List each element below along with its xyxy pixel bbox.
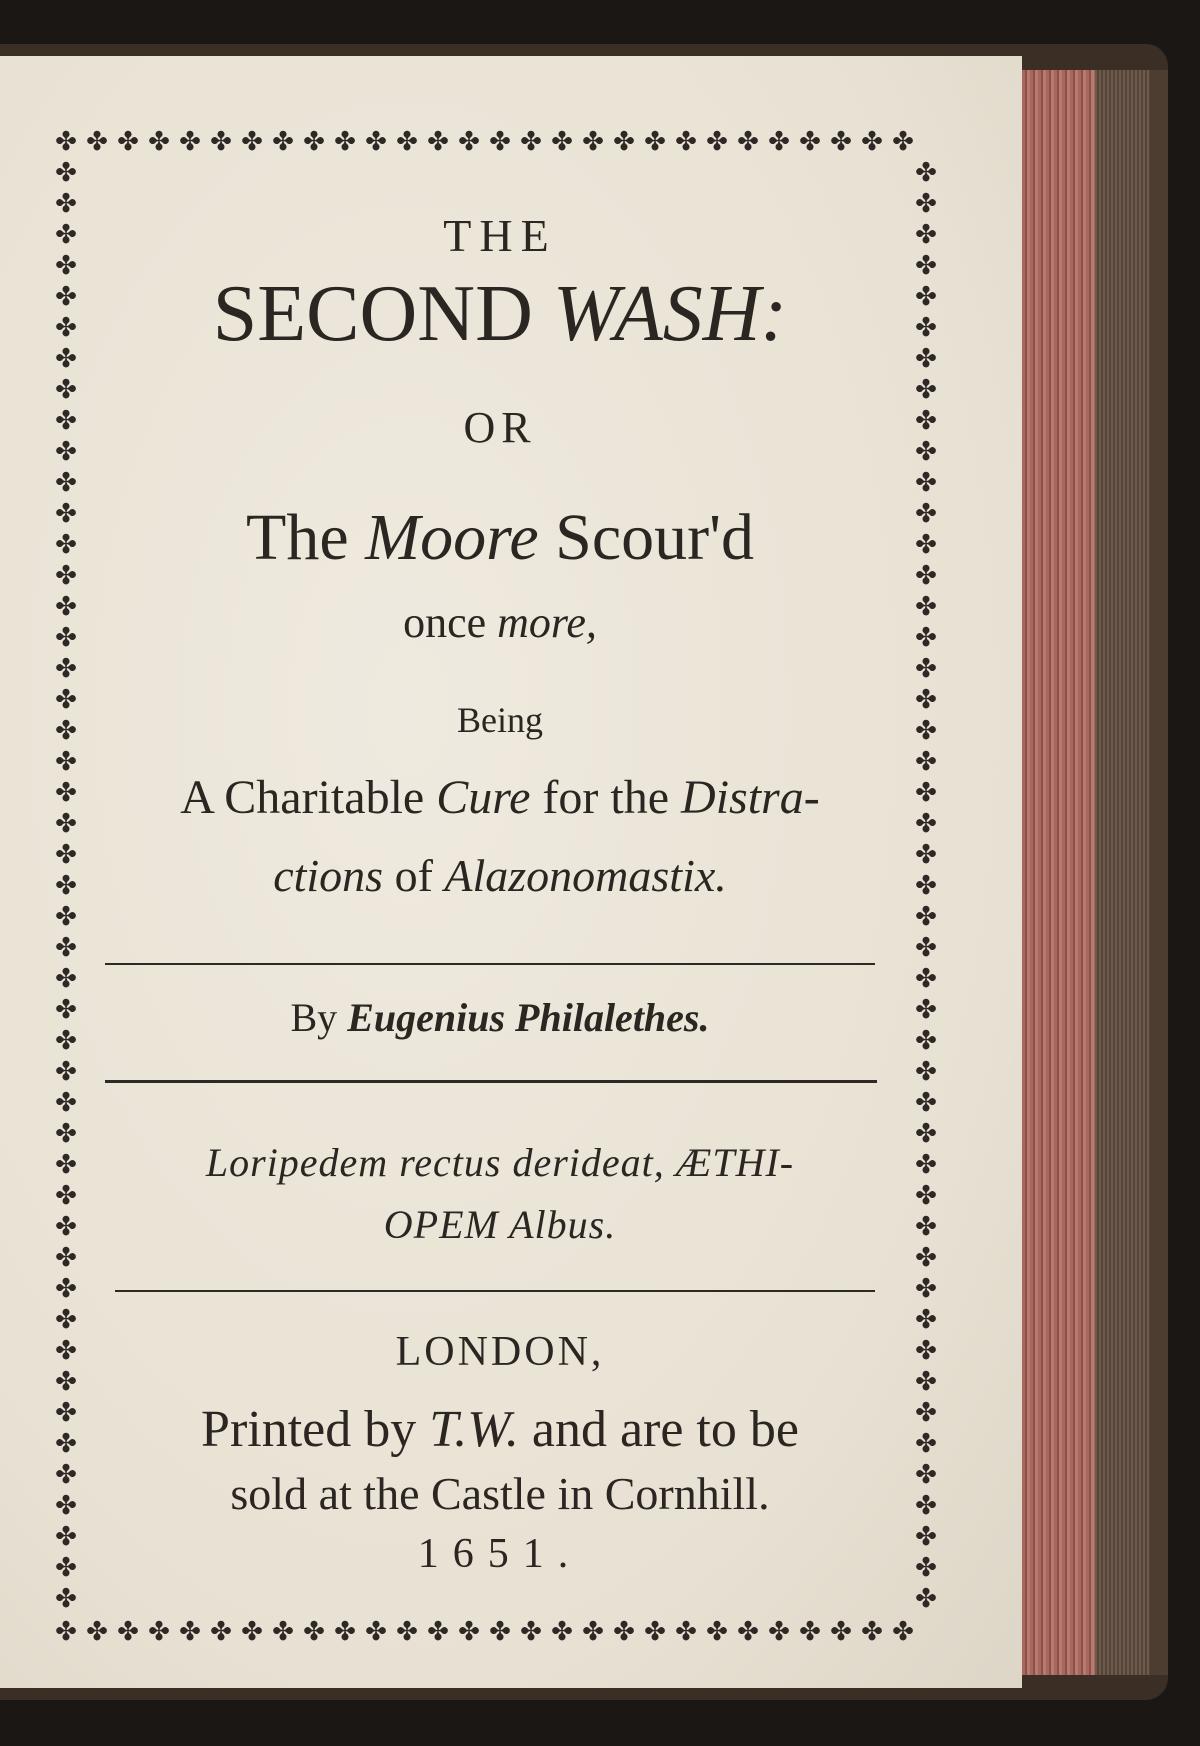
fleuron-icon: ✤ <box>915 251 937 281</box>
fleuron-icon: ✤ <box>55 1617 77 1647</box>
fleuron-icon: ✤ <box>272 127 294 157</box>
fleuron-icon: ✤ <box>915 499 937 529</box>
fleuron-icon: ✤ <box>55 623 77 653</box>
fleuron-icon: ✤ <box>915 933 937 963</box>
fleuron-icon: ✤ <box>675 1617 697 1647</box>
fleuron-icon: ✤ <box>915 1553 937 1583</box>
fleuron-icon: ✤ <box>55 344 77 374</box>
fleuron-icon: ✤ <box>334 127 356 157</box>
fleuron-icon: ✤ <box>55 1584 77 1614</box>
subtitle-moore-word: Moore <box>365 501 539 574</box>
fleuron-icon: ✤ <box>210 127 232 157</box>
fleuron-icon: ✤ <box>55 1460 77 1490</box>
fleuron-icon: ✤ <box>55 1274 77 1304</box>
fleuron-icon: ✤ <box>55 189 77 219</box>
fleuron-icon: ✤ <box>675 127 697 157</box>
author-line <box>100 995 900 1041</box>
fleuron-icon: ✤ <box>915 189 937 219</box>
subtitle-charitable-line <box>100 770 900 825</box>
fleuron-icon: ✤ <box>55 437 77 467</box>
fleuron-icon: ✤ <box>55 561 77 591</box>
fleuron-icon: ✤ <box>55 1181 77 1211</box>
fleuron-icon: ✤ <box>86 1617 108 1647</box>
fleuron-icon: ✤ <box>915 468 937 498</box>
fleuron-icon: ✤ <box>55 1429 77 1459</box>
subtitle-more: more, <box>497 598 597 647</box>
fleuron-icon: ✤ <box>55 530 77 560</box>
fleuron-icon: ✤ <box>915 778 937 808</box>
fleuron-icon: ✤ <box>915 840 937 870</box>
fleuron-icon: ✤ <box>55 127 77 157</box>
fleuron-icon: ✤ <box>915 1119 937 1149</box>
fleuron-icon: ✤ <box>55 592 77 622</box>
fleuron-icon: ✤ <box>915 344 937 374</box>
fleuron-icon: ✤ <box>915 964 937 994</box>
subtitle-once-more <box>100 598 900 649</box>
text-printed-by: Printed by <box>201 1401 430 1458</box>
subtitle-moore <box>100 500 900 576</box>
fleuron-icon: ✤ <box>915 158 937 188</box>
fleuron-icon: ✤ <box>915 747 937 777</box>
fleuron-icon: ✤ <box>582 1617 604 1647</box>
fleuron-icon: ✤ <box>915 1522 937 1552</box>
fleuron-icon: ✤ <box>55 220 77 250</box>
fleuron-icon: ✤ <box>551 1617 573 1647</box>
title-the: THE <box>443 210 557 261</box>
fleuron-icon: ✤ <box>915 530 937 560</box>
text-ctions: ctions <box>273 850 384 901</box>
fleuron-icon: ✤ <box>303 127 325 157</box>
fleuron-icon: ✤ <box>489 1617 511 1647</box>
fleuron-icon: ✤ <box>55 499 77 529</box>
fleuron-icon: ✤ <box>768 1617 790 1647</box>
fleuron-icon: ✤ <box>458 127 480 157</box>
fleuron-icon: ✤ <box>915 1584 937 1614</box>
fleuron-icon: ✤ <box>55 158 77 188</box>
fleuron-icon: ✤ <box>915 1336 937 1366</box>
page-edges-shadow <box>1095 70 1150 1675</box>
motto-line-1: Loripedem rectus derideat, ÆTHI- <box>205 1140 795 1185</box>
fleuron-icon: ✤ <box>55 995 77 1025</box>
fleuron-icon: ✤ <box>55 840 77 870</box>
fleuron-icon: ✤ <box>55 1367 77 1397</box>
fleuron-icon: ✤ <box>613 127 635 157</box>
imprint-london: LONDON, <box>395 1329 605 1375</box>
fleuron-icon: ✤ <box>86 127 108 157</box>
fleuron-icon: ✤ <box>915 1150 937 1180</box>
subtitle-scourd: Scour'd <box>538 501 754 574</box>
fleuron-icon: ✤ <box>706 127 728 157</box>
text-are-to-be: and are to be <box>518 1401 799 1458</box>
fleuron-icon: ✤ <box>55 654 77 684</box>
fleuron-icon: ✤ <box>55 1398 77 1428</box>
fleuron-icon: ✤ <box>55 375 77 405</box>
fleuron-icon: ✤ <box>55 809 77 839</box>
fleuron-icon: ✤ <box>799 127 821 157</box>
fleuron-icon: ✤ <box>915 1088 937 1118</box>
fleuron-icon: ✤ <box>799 1617 821 1647</box>
text-printer: T.W. <box>429 1401 519 1458</box>
text-for-the: for the <box>530 771 682 824</box>
fleuron-icon: ✤ <box>915 1243 937 1273</box>
fleuron-icon: ✤ <box>55 933 77 963</box>
fleuron-icon: ✤ <box>737 127 759 157</box>
subtitle-alazonomastix-line <box>100 850 900 903</box>
fleuron-icon: ✤ <box>915 871 937 901</box>
fleuron-icon: ✤ <box>148 127 170 157</box>
imprint-printed <box>100 1400 900 1460</box>
fleuron-icon: ✤ <box>915 1057 937 1087</box>
fleuron-icon: ✤ <box>915 1181 937 1211</box>
fleuron-icon: ✤ <box>915 561 937 591</box>
fleuron-icon: ✤ <box>210 1617 232 1647</box>
fleuron-icon: ✤ <box>915 1212 937 1242</box>
fleuron-icon: ✤ <box>55 1553 77 1583</box>
fleuron-icon: ✤ <box>915 809 937 839</box>
fleuron-icon: ✤ <box>55 251 77 281</box>
fleuron-icon: ✤ <box>179 127 201 157</box>
fleuron-icon: ✤ <box>830 127 852 157</box>
title-or: OR <box>463 403 537 452</box>
fleuron-icon: ✤ <box>55 1243 77 1273</box>
fleuron-icon: ✤ <box>55 871 77 901</box>
imprint-sold: sold at the Castle in Cornhill. <box>230 1468 770 1519</box>
fleuron-icon: ✤ <box>55 1119 77 1149</box>
fleuron-icon: ✤ <box>915 1026 937 1056</box>
fleuron-icon: ✤ <box>915 654 937 684</box>
fleuron-icon: ✤ <box>520 1617 542 1647</box>
fleuron-icon: ✤ <box>55 1491 77 1521</box>
fleuron-icon: ✤ <box>55 1336 77 1366</box>
subtitle-the: The <box>246 501 366 574</box>
fleuron-icon: ✤ <box>55 902 77 932</box>
fleuron-icon: ✤ <box>861 127 883 157</box>
fleuron-icon: ✤ <box>396 127 418 157</box>
rule-3 <box>115 1290 875 1292</box>
fleuron-icon: ✤ <box>915 406 937 436</box>
subtitle-being: Being <box>457 700 543 740</box>
fleuron-icon: ✤ <box>915 1305 937 1335</box>
fleuron-icon: ✤ <box>55 313 77 343</box>
fleuron-icon: ✤ <box>706 1617 728 1647</box>
rule-2 <box>105 1080 877 1083</box>
fleuron-icon: ✤ <box>915 1429 937 1459</box>
fleuron-icon: ✤ <box>55 1088 77 1118</box>
fleuron-icon: ✤ <box>915 995 937 1025</box>
fleuron-icon: ✤ <box>915 592 937 622</box>
fleuron-icon: ✤ <box>489 127 511 157</box>
fleuron-icon: ✤ <box>241 1617 263 1647</box>
fleuron-icon: ✤ <box>303 1617 325 1647</box>
fleuron-icon: ✤ <box>241 127 263 157</box>
fleuron-icon: ✤ <box>365 127 387 157</box>
fleuron-icon: ✤ <box>830 1617 852 1647</box>
fleuron-icon: ✤ <box>55 778 77 808</box>
fleuron-icon: ✤ <box>892 1617 914 1647</box>
title-wash: WASH: <box>552 270 788 358</box>
text-distra: Distra- <box>681 771 820 824</box>
imprint-year: 1651. <box>417 1531 583 1577</box>
fleuron-icon: ✤ <box>582 127 604 157</box>
fleuron-icon: ✤ <box>737 1617 759 1647</box>
fleuron-icon: ✤ <box>768 127 790 157</box>
fleuron-icon: ✤ <box>915 685 937 715</box>
title-main <box>100 268 900 360</box>
fleuron-icon: ✤ <box>55 1150 77 1180</box>
fleuron-icon: ✤ <box>55 1026 77 1056</box>
fleuron-icon: ✤ <box>55 685 77 715</box>
fleuron-icon: ✤ <box>179 1617 201 1647</box>
fleuron-icon: ✤ <box>427 1617 449 1647</box>
fleuron-icon: ✤ <box>55 1305 77 1335</box>
fleuron-icon: ✤ <box>55 716 77 746</box>
fleuron-icon: ✤ <box>55 1212 77 1242</box>
fleuron-icon: ✤ <box>915 1491 937 1521</box>
rule-1 <box>105 963 875 965</box>
fleuron-icon: ✤ <box>915 1274 937 1304</box>
fleuron-icon: ✤ <box>117 1617 139 1647</box>
fleuron-icon: ✤ <box>915 902 937 932</box>
fleuron-icon: ✤ <box>427 127 449 157</box>
fleuron-icon: ✤ <box>915 375 937 405</box>
text-of: of <box>383 850 445 901</box>
fleuron-icon: ✤ <box>272 1617 294 1647</box>
fleuron-icon: ✤ <box>458 1617 480 1647</box>
fleuron-icon: ✤ <box>55 468 77 498</box>
author-name: Eugenius Philalethes. <box>347 995 710 1040</box>
fleuron-icon: ✤ <box>644 1617 666 1647</box>
title-second: SECOND <box>212 270 553 358</box>
fleuron-icon: ✤ <box>148 1617 170 1647</box>
text-a-charitable: A Charitable <box>180 771 437 824</box>
fleuron-icon: ✤ <box>915 313 937 343</box>
fleuron-icon: ✤ <box>861 1617 883 1647</box>
fleuron-icon: ✤ <box>55 747 77 777</box>
text-alazonomastix: Alazonomastix. <box>444 850 727 901</box>
fleuron-icon: ✤ <box>551 127 573 157</box>
fleuron-icon: ✤ <box>915 623 937 653</box>
fleuron-icon: ✤ <box>892 127 914 157</box>
fleuron-icon: ✤ <box>55 1057 77 1087</box>
motto-line-2: OPEM Albus. <box>383 1202 617 1247</box>
fleuron-icon: ✤ <box>55 282 77 312</box>
fleuron-icon: ✤ <box>915 1460 937 1490</box>
fleuron-icon: ✤ <box>520 127 542 157</box>
fleuron-icon: ✤ <box>644 127 666 157</box>
fleuron-icon: ✤ <box>915 716 937 746</box>
text-by: By <box>290 995 348 1040</box>
fleuron-icon: ✤ <box>396 1617 418 1647</box>
subtitle-once: once <box>403 598 498 647</box>
fleuron-icon: ✤ <box>915 282 937 312</box>
fleuron-icon: ✤ <box>915 220 937 250</box>
fleuron-icon: ✤ <box>365 1617 387 1647</box>
fleuron-icon: ✤ <box>55 406 77 436</box>
fleuron-icon: ✤ <box>915 1398 937 1428</box>
fleuron-icon: ✤ <box>915 437 937 467</box>
fleuron-icon: ✤ <box>915 1367 937 1397</box>
text-cure: Cure <box>436 771 531 824</box>
fleuron-icon: ✤ <box>334 1617 356 1647</box>
fleuron-icon: ✤ <box>55 1522 77 1552</box>
fleuron-icon: ✤ <box>55 964 77 994</box>
fleuron-icon: ✤ <box>613 1617 635 1647</box>
fleuron-icon: ✤ <box>117 127 139 157</box>
